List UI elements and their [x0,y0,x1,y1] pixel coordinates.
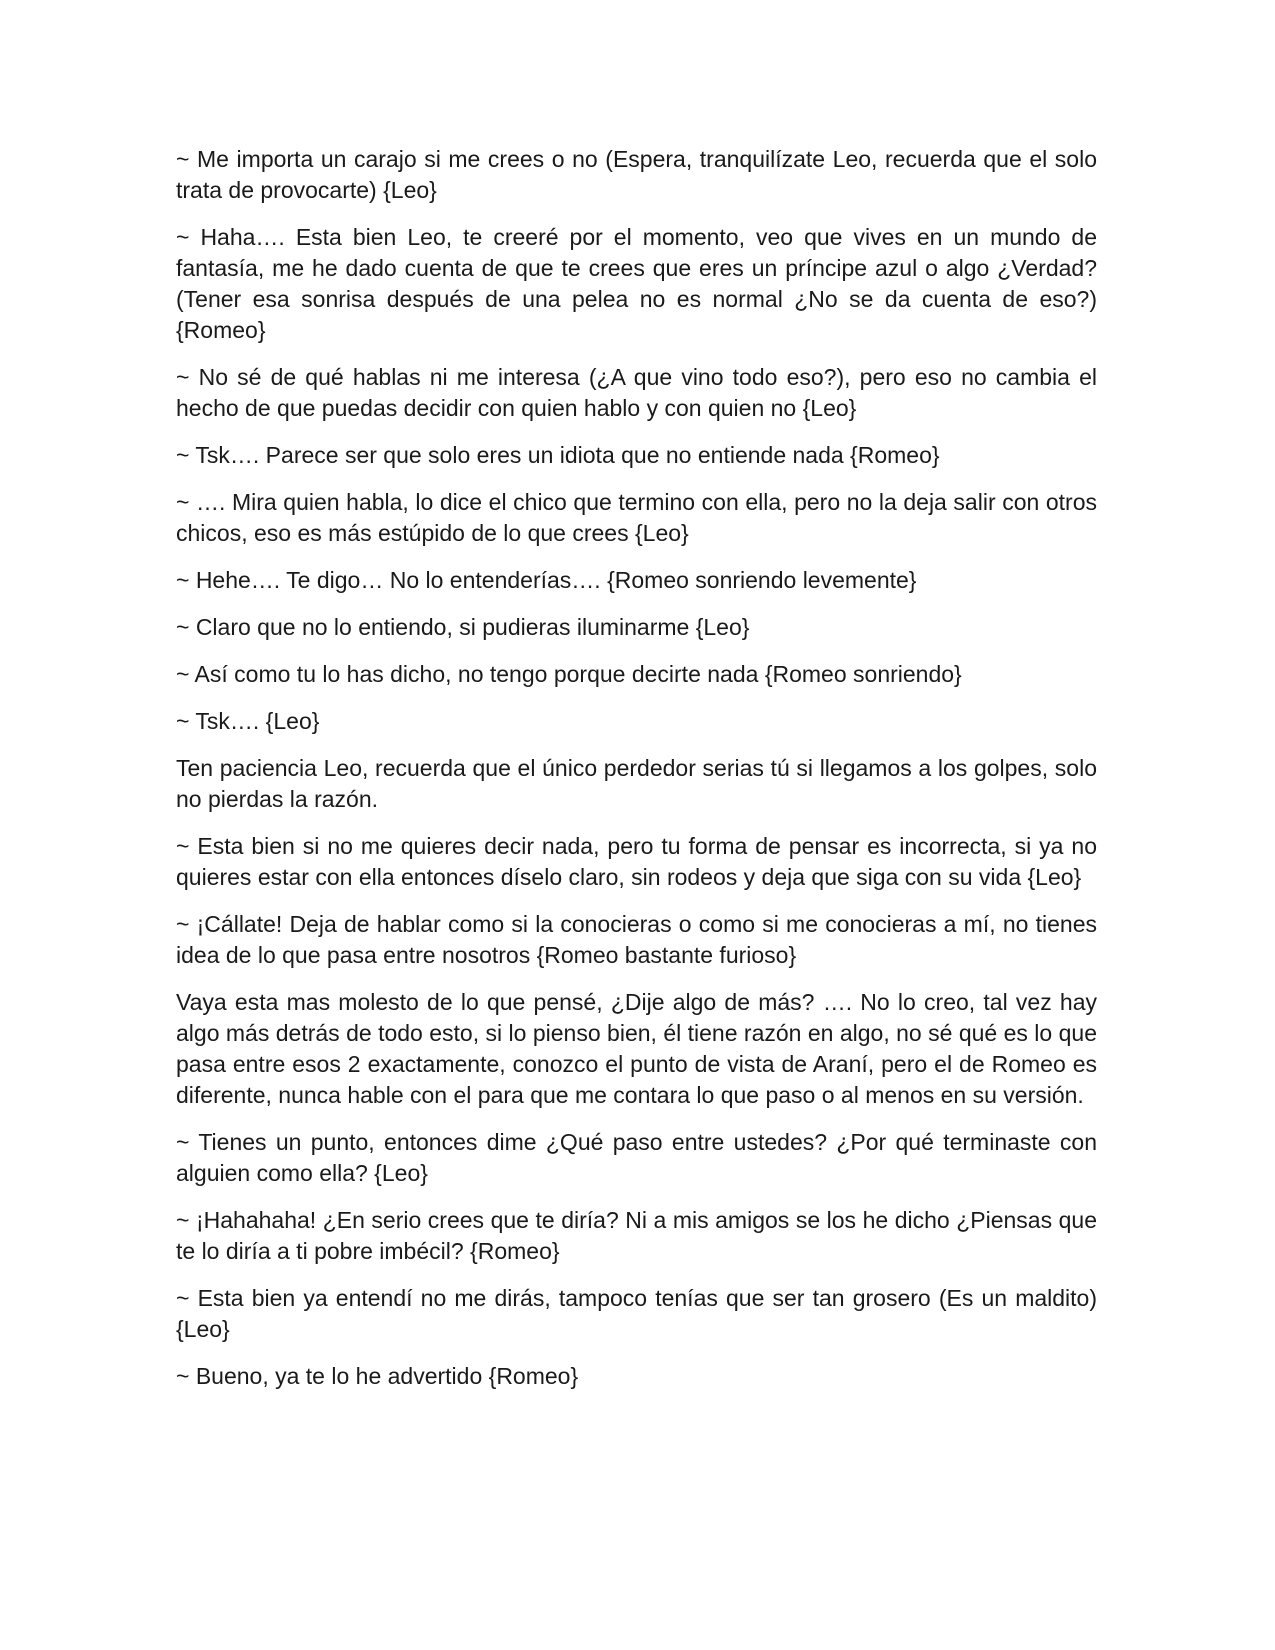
paragraph-4: ~ Tsk…. Parece ser que solo eres un idiota que no entiende nada {Romeo} [176,442,940,468]
paragraph-11: ~ Esta bien si no me quieres decir nada, pero tu forma de pensar es incorrecta, si ya no quieres estar con ella entonces díselo claro, sin rodeos y deja que siga con su vida {Leo} [176,833,1097,890]
paragraph-8: ~ Así como tu lo has dicho, no tengo porque decirte nada {Romeo sonriendo} [176,661,962,687]
document-page [176,144,1097,1392]
paragraph-12: ~ ¡Cállate! Deja de hablar como si la conocieras o como si me conocieras a mí, no tienes idea de lo que pasa entre nosotros {Romeo bastante furioso} [176,911,1097,968]
paragraph-2: ~ Haha…. Esta bien Leo, te creeré por el momento, veo que vives en un mundo de fantasía, me he dado cuenta de que te crees que eres un príncipe azul o algo ¿Verdad? (Tener esa sonrisa después de una pelea no es normal ¿No se da cuenta de eso?) {Romeo} [176,224,1097,343]
paragraph-1: ~ Me importa un carajo si me crees o no (Espera, tranquilízate Leo, recuerda que el solo trata de provocarte) {Leo} [176,146,1097,203]
paragraph-9: ~ Tsk…. {Leo} [176,708,320,734]
paragraph-10: Ten paciencia Leo, recuerda que el único perdedor serias tú si llegamos a los golpes, solo no pierdas la razón. [176,755,1097,812]
paragraph-16: ~ Esta bien ya entendí no me dirás, tampoco tenías que ser tan grosero (Es un maldito) {Leo} [176,1285,1097,1342]
paragraph-13: Vaya esta mas molesto de lo que pensé, ¿Dije algo de más? …. No lo creo, tal vez hay algo más detrás de todo esto, si lo pienso bien, él tiene razón en algo, no sé qué es lo que pasa entre esos 2 exactamente, conozco el punto de vista de Araní, pero el de Romeo es diferente, nunca hable con el para que me contara lo que paso o al menos en su versión. [176,989,1097,1108]
paragraph-15: ~ ¡Hahahaha! ¿En serio crees que te diría? Ni a mis amigos se los he dicho ¿Piensas que te lo diría a ti pobre imbécil? {Romeo} [176,1207,1097,1264]
paragraph-17: ~ Bueno, ya te lo he advertido {Romeo} [176,1363,579,1389]
paragraph-3: ~ No sé de qué hablas ni me interesa (¿A que vino todo eso?), pero eso no cambia el hecho de que puedas decidir con quien hablo y con quien no {Leo} [176,364,1097,421]
paragraph-6: ~ Hehe…. Te digo… No lo entenderías…. {Romeo sonriendo levemente} [176,567,917,593]
paragraph-5: ~ …. Mira quien habla, lo dice el chico que termino con ella, pero no la deja salir con otros chicos, eso es más estúpido de lo que crees {Leo} [176,489,1097,546]
paragraph-7: ~ Claro que no lo entiendo, si pudieras iluminarme {Leo} [176,614,750,640]
paragraph-14: ~ Tienes un punto, entonces dime ¿Qué paso entre ustedes? ¿Por qué terminaste con alguien como ella? {Leo} [176,1129,1097,1186]
